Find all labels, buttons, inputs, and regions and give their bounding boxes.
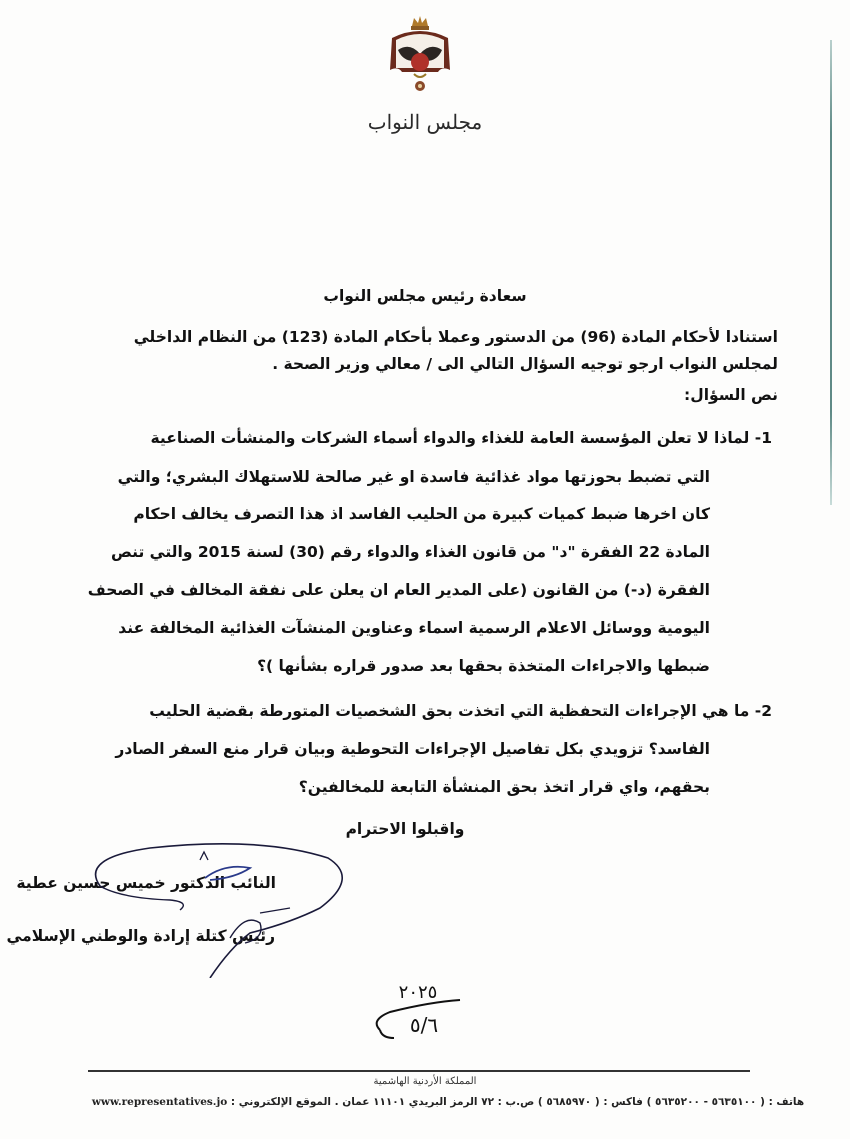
- handwritten-note-line-1: ٢٠٢٥: [398, 982, 438, 1003]
- question-1-line-1: [151, 429, 773, 447]
- handwritten-signature: [60, 838, 390, 978]
- handwritten-reference-note: [360, 980, 480, 1050]
- closing-salutation: واقبلوا الاحترام: [345, 820, 465, 838]
- council-name-logotype: مجلس النواب: [367, 110, 483, 134]
- footer-divider: [88, 1070, 750, 1072]
- intro-line-2: لمجلس النواب ارجو توجيه السؤال التالي الى / معالي وزير الصحة .: [272, 355, 778, 373]
- footer-website-link[interactable]: www.representatives.jo: [91, 1096, 228, 1108]
- question-1-line-3: كان اخرها ضبط كميات كبيرة من الحليب الفاسد اذ هذا التصرف يخالف احكام: [133, 505, 710, 523]
- intro-line-1: استنادا لأحكام المادة (96) من الدستور وعملا بأحكام المادة (123) من النظام الداخلي: [133, 328, 778, 346]
- question-1-line-2: التي تضبط بحوزتها مواد غذائية فاسدة او غير صالحة للاستهلاك البشري؛ والتي: [117, 468, 710, 486]
- question-1-number: 1-: [754, 429, 772, 447]
- question-2-number: 2-: [754, 702, 772, 720]
- signatory-title: رئيس كتلة إرادة والوطني الإسلامي: [6, 927, 275, 945]
- question-2-text: ما هي الإجراءات التحفظية التي اتخذت بحق الشخصيات المتورطة بقضية الحليب: [149, 702, 750, 720]
- question-2-line-3: بحقهم، واي قرار اتخذ بحق المنشأة التابعة للمخالفين؟: [298, 778, 710, 796]
- question-1-line-5: الفقرة (د-) من القانون (على المدير العام ان يعلن على نفقة المخالف في الصحف: [87, 581, 710, 599]
- footer-contact-details: هاتف : ( ٥٦٣٥١٠٠ - ٥٦٣٥٢٠٠ ) فاكس : ( ٥٦٨٥٩٧٠ ) ص.ب : ٧٢ الرمز البريدي ١١١٠١ عمان . الموقع الإلكتروني :: [230, 1096, 805, 1108]
- footer-contact-line: [88, 1096, 808, 1108]
- footer-kingdom-name: المملكة الأردنية الهاشمية: [373, 1076, 477, 1087]
- question-2-line-2: الفاسد؟ تزويدي بكل تفاصيل الإجراءات التحوطية وبيان قرار منع السفر الصادر: [115, 740, 710, 758]
- question-2-line-1: [149, 702, 772, 720]
- handwritten-note-line-2: ٥/٦: [409, 1013, 439, 1037]
- question-1-text: لماذا لا تعلن المؤسسة العامة للغذاء والدواء أسماء الشركات والمنشأت الصناعية: [150, 429, 750, 447]
- signatory-name: النائب الدكتور خميس حسين عطية: [16, 874, 276, 892]
- question-1-line-4: المادة 22 الفقرة "د" من قانون الغذاء والدواء رقم (30) لسنة 2015 والتي تنص: [110, 543, 710, 561]
- question-1-line-7: ضبطها والاجراءات المتخذة بحقها بعد صدور قراره بشأنها )؟: [257, 657, 710, 675]
- question-1-line-6: اليومية ووسائل الاعلام الرسمية اسماء وعناوين المنشآت الغذائية المخالفة عند: [118, 619, 710, 637]
- addressee-line: سعادة رئيس مجلس النواب: [323, 287, 527, 305]
- question-label: نص السؤال:: [684, 386, 778, 404]
- jordan-coat-of-arms-icon: [382, 14, 458, 96]
